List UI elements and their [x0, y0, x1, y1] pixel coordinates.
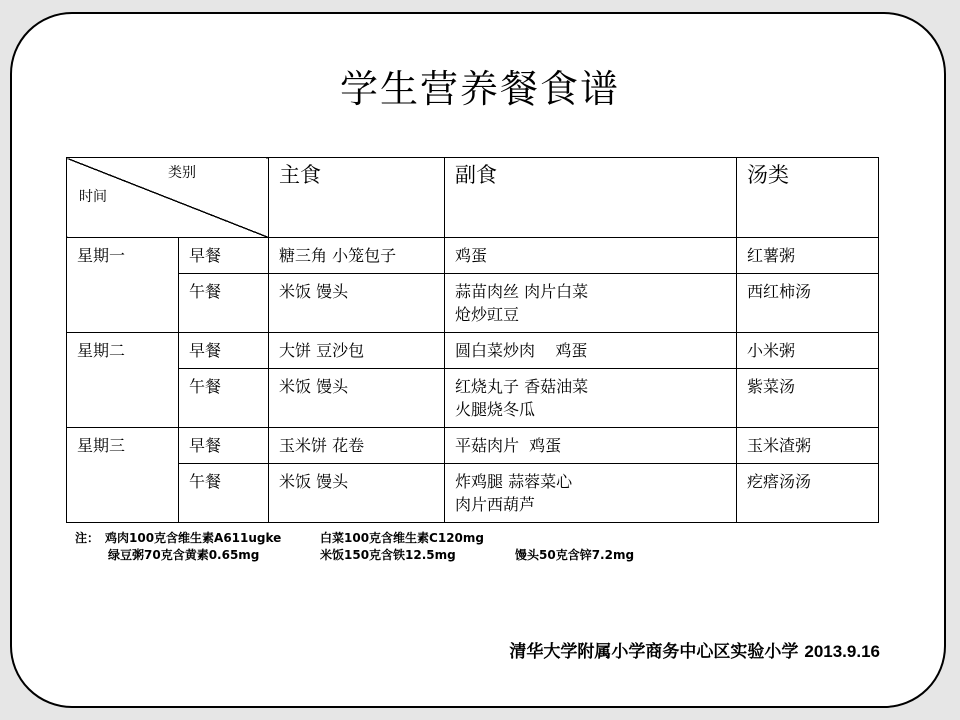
- staple-cell: 米饭 馒头: [269, 369, 445, 428]
- table-header-row: [67, 158, 879, 238]
- table-row: [67, 238, 879, 274]
- corner-header-cell: [67, 158, 269, 238]
- side-cell: 圆白菜炒肉 鸡蛋: [445, 333, 737, 369]
- side-cell: 平菇肉片 鸡蛋: [445, 428, 737, 464]
- soup-cell: 红薯粥: [737, 238, 879, 274]
- staple-cell: 糖三角 小笼包子: [269, 238, 445, 274]
- staple-cell: 米饭 馒头: [269, 464, 445, 523]
- day-cell: 星期三: [67, 428, 179, 523]
- table-row: [67, 274, 879, 333]
- column-header-soup: 汤类: [737, 158, 879, 238]
- side-cell: 蒜苗肉丝 肉片白菜 炝炒豇豆: [445, 274, 737, 333]
- corner-time-label: 时间: [79, 189, 107, 205]
- column-header-staple: 主食: [269, 158, 445, 238]
- notes-line-2: [75, 547, 775, 564]
- side-cell: 红烧丸子 香菇油菜 火腿烧冬瓜: [445, 369, 737, 428]
- footer-credit: [509, 637, 880, 662]
- soup-cell: 玉米渣粥: [737, 428, 879, 464]
- soup-cell: 西红柿汤: [737, 274, 879, 333]
- notes-line-1: [75, 530, 775, 547]
- table-row: [67, 428, 879, 464]
- school-name: 清华大学附属小学商务中心区实验小学: [509, 642, 799, 662]
- table-row: [67, 369, 879, 428]
- notes-prefix: 注：: [75, 531, 100, 545]
- meal-cell: 午餐: [179, 369, 269, 428]
- column-header-side: 副食: [445, 158, 737, 238]
- menu-table: [66, 157, 879, 523]
- staple-cell: 大饼 豆沙包: [269, 333, 445, 369]
- corner-category-label: 类别: [168, 165, 196, 181]
- day-cell: 星期二: [67, 333, 179, 428]
- note-item: 馒头50克含锌7.2mg: [515, 548, 635, 562]
- footer-date: 2013.9.16: [804, 642, 880, 661]
- note-item: 绿豆粥70克含黄素0.65mg: [108, 548, 260, 562]
- soup-cell: 小米粥: [737, 333, 879, 369]
- meal-cell: 早餐: [179, 428, 269, 464]
- table-row: [67, 333, 879, 369]
- nutrition-notes: [75, 530, 775, 564]
- note-item: 米饭150克含铁12.5mg: [320, 548, 456, 562]
- staple-cell: 米饭 馒头: [269, 274, 445, 333]
- day-cell: 星期一: [67, 238, 179, 333]
- meal-cell: 午餐: [179, 464, 269, 523]
- meal-cell: 早餐: [179, 333, 269, 369]
- table-row: [67, 464, 879, 523]
- soup-cell: 疙瘩汤汤: [737, 464, 879, 523]
- note-item: 鸡肉100克含维生素A611ugke: [105, 531, 282, 545]
- soup-cell: 紫菜汤: [737, 369, 879, 428]
- meal-cell: 午餐: [179, 274, 269, 333]
- side-cell: 炸鸡腿 蒜蓉菜心 肉片西葫芦: [445, 464, 737, 523]
- staple-cell: 玉米饼 花卷: [269, 428, 445, 464]
- side-cell: 鸡蛋: [445, 238, 737, 274]
- note-item: 白菜100克含维生素C120mg: [320, 531, 484, 545]
- meal-cell: 早餐: [179, 238, 269, 274]
- page-title: 学生营养餐食谱: [339, 67, 620, 111]
